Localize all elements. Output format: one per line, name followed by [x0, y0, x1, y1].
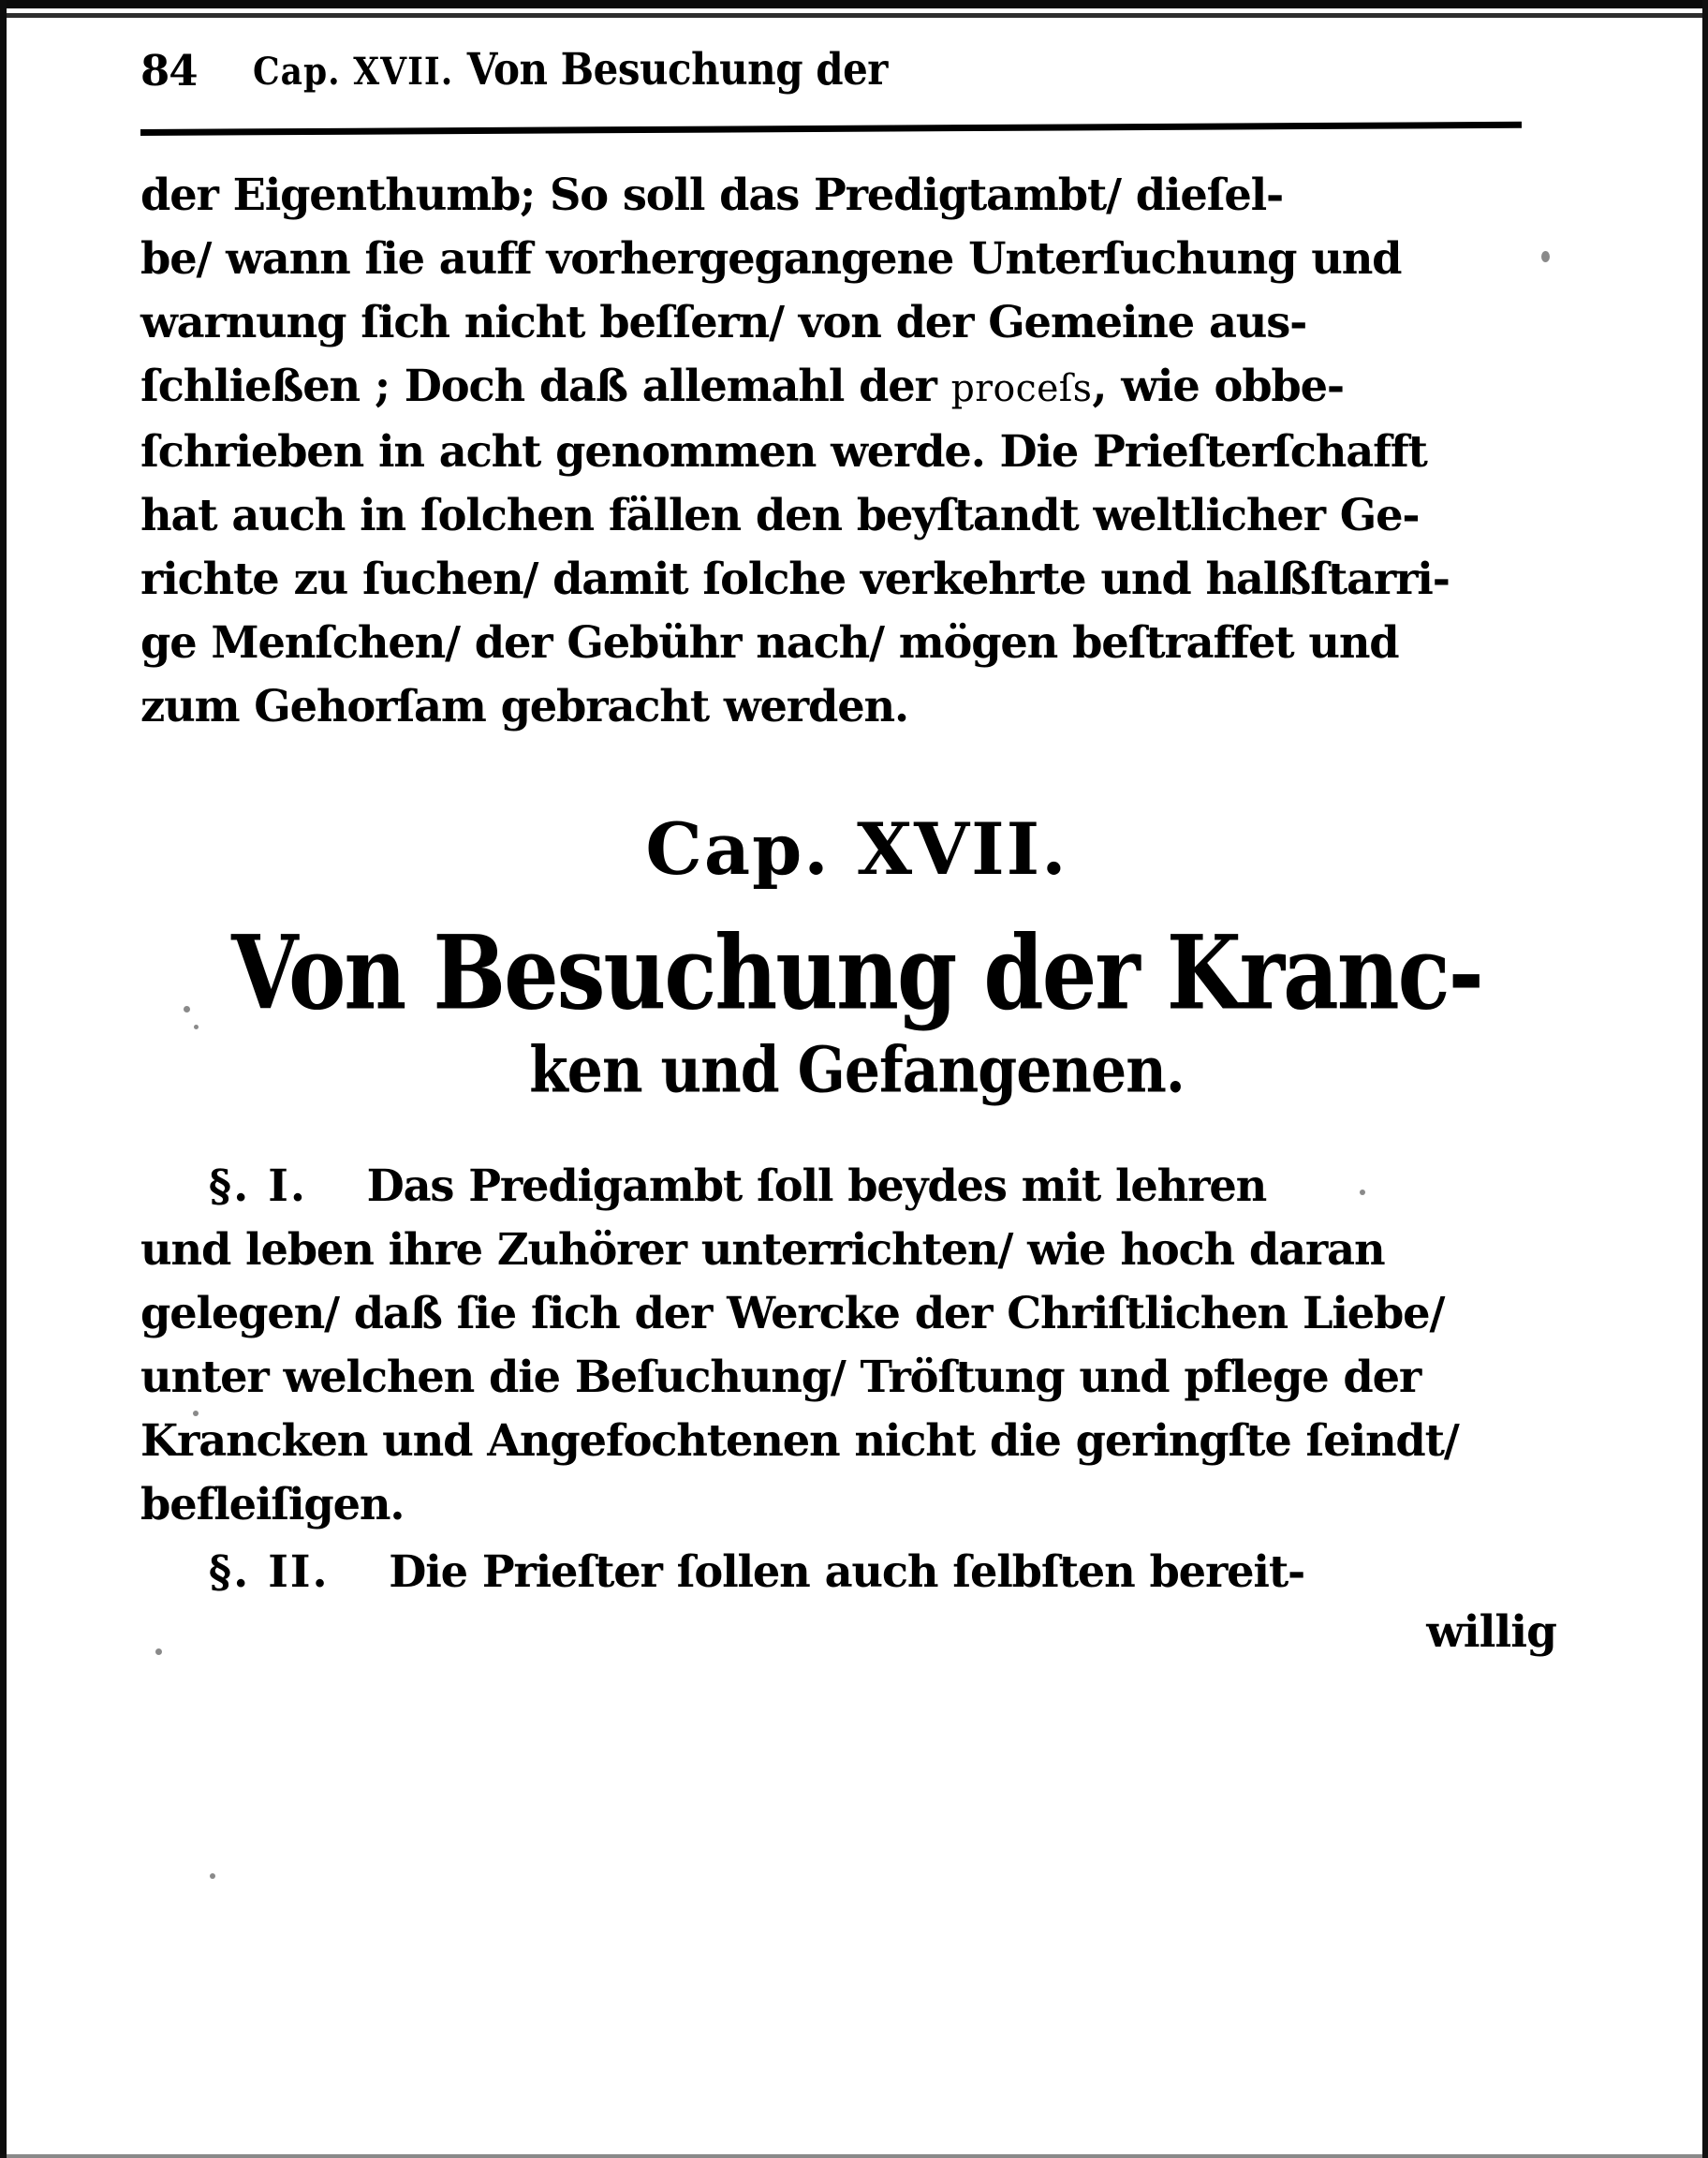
section-mark-2: §. II.: [208, 1546, 330, 1599]
chapter-number-heading: Cap. XVII.: [645, 807, 1068, 891]
scan-edge-top-secondary: [0, 13, 1708, 18]
text-line: be/ wann ſie auff vorhergegangene Unterſuchung und: [140, 233, 1402, 285]
text-line: Krancken und Angefochtenen nicht die geringſte ſeindt/: [140, 1415, 1459, 1468]
text-line: befleiſigen.: [140, 1479, 405, 1531]
text-line: richte zu ſuchen/ damit ſolche verkehrte und halßſtarri‐: [140, 554, 1450, 605]
section-paragraph-2: [140, 1541, 1552, 1604]
body-paragraph-continuation: [140, 164, 1552, 739]
text-line: unter welchen die Beſuchung/ Tröſtung und pflege der: [140, 1352, 1421, 1404]
section-paragraph-1: [140, 1155, 1552, 1537]
scan-edge-right: [1702, 0, 1708, 2158]
roman-inline-word: proceſs: [950, 367, 1093, 410]
header-rule: [140, 122, 1522, 136]
folio-page-number: 84: [140, 46, 198, 96]
scan-edge-top: [0, 0, 1708, 8]
text-line: hat auch in ſolchen fällen den beyſtandt weltlicher Ge‐: [140, 490, 1420, 541]
catchword: willig: [1426, 1606, 1556, 1659]
text-line: ge Menſchen/ der Gebühr nach/ mögen beſtraffet und: [140, 617, 1399, 669]
text-line: der Eigenthumb; So soll das Predigtambt/ dieſel‐: [140, 170, 1284, 221]
scan-speckle: [210, 1873, 215, 1879]
text-line-tail: , wie obbe‐: [1092, 361, 1344, 412]
running-head: [140, 43, 1573, 124]
running-head-title: [253, 43, 888, 95]
chapter-title-line-1: Von Besuchung der Kranc‐: [231, 912, 1482, 1033]
section-first-line-text: Das Predigambt ſoll beydes mit lehren: [366, 1160, 1267, 1213]
text-line: zum Gehorſam gebracht werden.: [140, 681, 908, 732]
chapter-title-line-2: ken und Gefangenen.: [529, 1033, 1185, 1108]
running-head-chapter-fraktur: Von Besuchung der: [466, 43, 888, 95]
text-line-section-opening: [140, 1155, 1552, 1219]
scan-edge-bottom: [0, 2154, 1708, 2158]
scan-edge-left: [0, 0, 7, 2158]
running-head-chapter-roman: Cap. XVII.: [253, 49, 454, 94]
text-line: warnung ſich nicht beſſern/ von der Gemeine aus‐: [140, 297, 1307, 348]
section-mark-1: §. I.: [208, 1160, 307, 1213]
chapter-display-title: [140, 912, 1573, 1108]
section-first-line-text: Die Prieſter ſollen auch ſelbſten bereit‐: [389, 1546, 1305, 1599]
text-line: gelegen/ daß ſie ſich der Wercke der Chriſtlichen Liebe/: [140, 1288, 1445, 1340]
text-column: [140, 43, 1573, 1659]
text-line-head: ſchließen ; Doch daß allemahl der: [140, 361, 951, 412]
text-line-section-opening: [140, 1541, 1552, 1604]
text-line: und leben ihre Zuhörer unterrichten/ wie hoch daran: [140, 1224, 1385, 1277]
text-line-with-roman-inline: [140, 355, 1552, 421]
text-line: ſchrieben in acht genommen werde. Die Prieſterſchafft: [140, 426, 1427, 478]
